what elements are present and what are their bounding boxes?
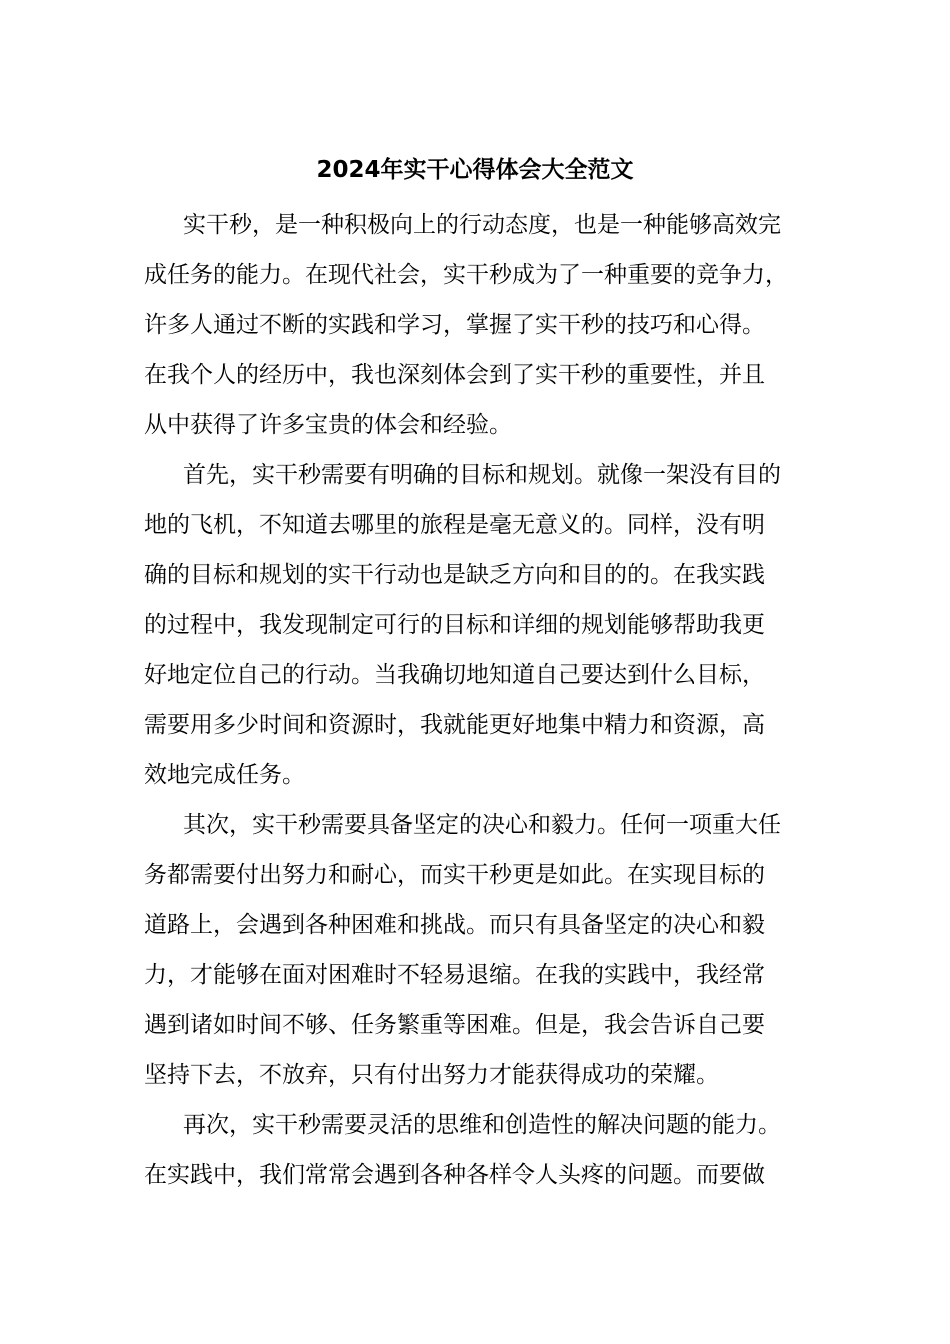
document-body <box>144 200 834 1200</box>
document-title: 2024年实干心得体会大全范文 <box>316 157 634 183</box>
paragraph-line: 地的飞机，不知道去哪里的旅程是毫无意义的。同样，没有明 <box>144 512 765 538</box>
paragraph-line: 在我个人的经历中，我也深刻体会到了实干秒的重要性，并且 <box>144 362 765 388</box>
paragraph-line: 成任务的能力。在现代社会，实干秒成为了一种重要的竞争力， <box>144 262 788 288</box>
paragraph-line: 的过程中，我发现制定可行的目标和详细的规划能够帮助我更 <box>144 612 765 638</box>
paragraph-1 <box>144 200 834 450</box>
paragraph-4 <box>144 1100 834 1200</box>
paragraph-line: 其次，实干秒需要具备坚定的决心和毅力。任何一项重大任 <box>183 812 781 838</box>
paragraph-line: 好地定位自己的行动。当我确切地知道自己要达到什么目标， <box>144 662 765 688</box>
paragraph-line: 力，才能够在面对困难时不轻易退缩。在我的实践中，我经常 <box>144 962 765 988</box>
paragraph-line: 效地完成任务。 <box>144 762 305 788</box>
paragraph-line: 确的目标和规划的实干行动也是缺乏方向和目的的。在我实践 <box>144 562 765 588</box>
paragraph-line: 在实践中，我们常常会遇到各种各样令人头疼的问题。而要做 <box>144 1162 765 1188</box>
paragraph-line: 遇到诸如时间不够、任务繁重等困难。但是，我会告诉自己要 <box>144 1012 765 1038</box>
paragraph-line: 从中获得了许多宝贵的体会和经验。 <box>144 412 512 438</box>
paragraph-line: 首先，实干秒需要有明确的目标和规划。就像一架没有目的 <box>183 462 781 488</box>
paragraph-2 <box>144 450 834 800</box>
paragraph-line: 道路上，会遇到各种困难和挑战。而只有具备坚定的决心和毅 <box>144 912 765 938</box>
paragraph-line: 许多人通过不断的实践和学习，掌握了实干秒的技巧和心得。 <box>144 312 765 338</box>
paragraph-line: 实干秒，是一种积极向上的行动态度，也是一种能够高效完 <box>183 212 781 238</box>
paragraph-line: 再次，实干秒需要灵活的思维和创造性的解决问题的能力。 <box>183 1112 781 1138</box>
paragraph-line: 需要用多少时间和资源时，我就能更好地集中精力和资源，高 <box>144 712 765 738</box>
paragraph-line: 务都需要付出努力和耐心，而实干秒更是如此。在实现目标的 <box>144 862 765 888</box>
paragraph-3 <box>144 800 834 1100</box>
paragraph-line: 坚持下去，不放弃，只有付出努力才能获得成功的荣耀。 <box>144 1062 719 1088</box>
